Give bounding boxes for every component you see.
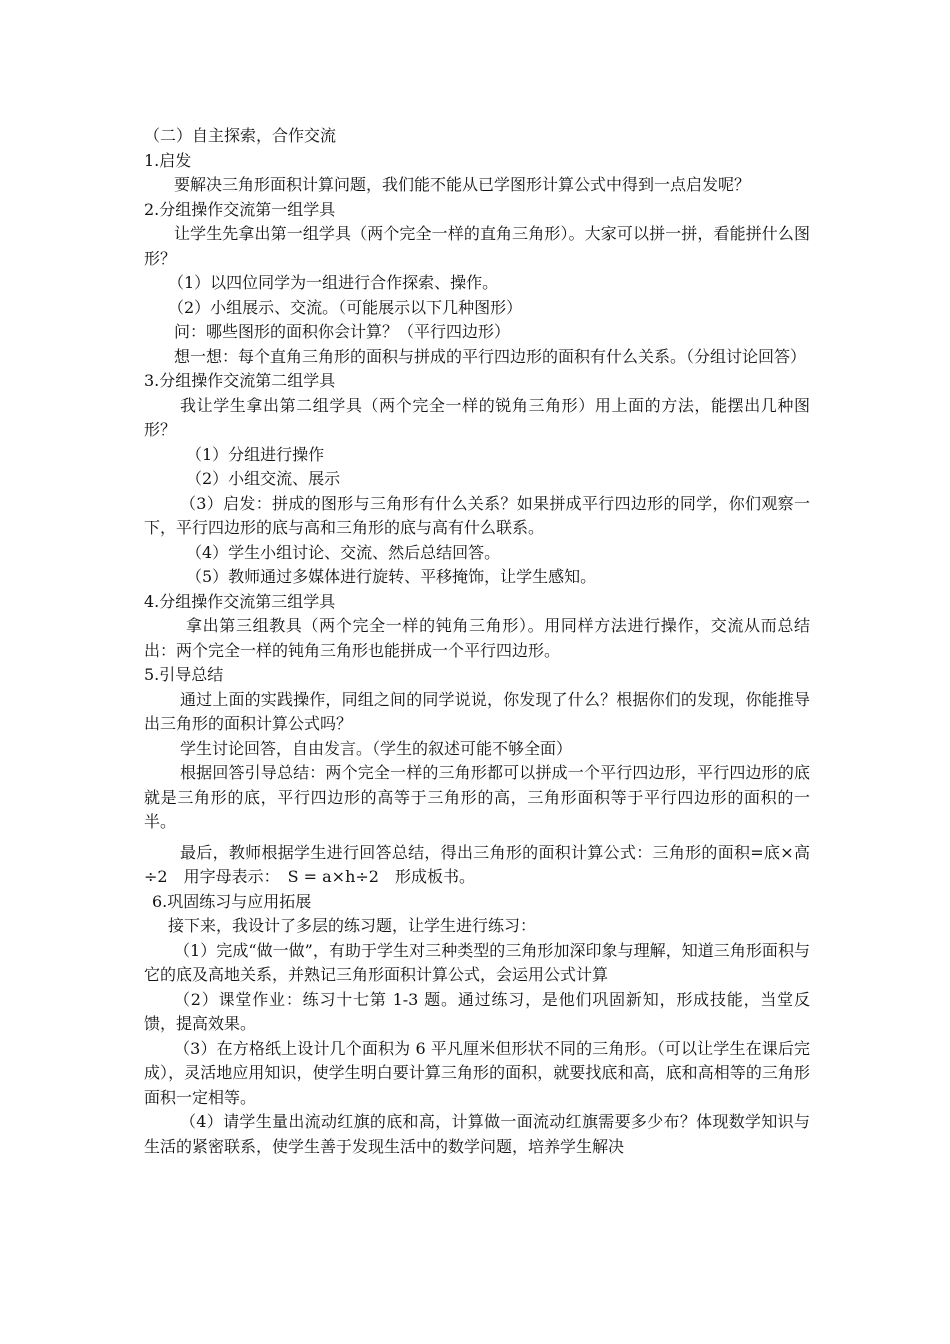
document-body xyxy=(144,124,810,1159)
list-item: （1）以四位同学为一组进行合作探索、操作。 xyxy=(168,273,499,292)
subheading-group-one: 2.分组操作交流第一组学具 xyxy=(144,199,336,219)
paragraph: 问：哪些图形的面积你会计算？（平行四边形） xyxy=(174,322,511,341)
list-item: （5）教师通过多媒体进行旋转、平移掩饰，让学生感知。 xyxy=(186,567,597,586)
subheading-inspire: 1.启发 xyxy=(144,150,192,170)
paragraph: 根据回答引导总结：两个完全一样的三角形都可以拼成一个平行四边形，平行四边形的底就是三角形的底，平行四边形的高等于三角形的高，三角形面积等于平行四边形的面积的一半。 xyxy=(144,763,810,831)
list-item: （2）小组展示、交流。（可能展示以下几种图形） xyxy=(168,297,523,317)
list-item: （4）请学生量出流动红旗的底和高，计算做一面流动红旗需要多少布？体现数学知识与生活的紧密联系，使学生善于发现生活中的数学问题，培养学生解决 xyxy=(144,1112,810,1156)
paragraph: 拿出第三组教具（两个完全一样的钝角三角形）。用同样方法进行操作，交流从而总结出：两个完全一样的钝角三角形也能拼成一个平行四边形。 xyxy=(144,616,810,660)
list-item: （4）学生小组讨论、交流、然后总结回答。 xyxy=(186,542,501,562)
paragraph: 想一想：每个直角三角形的面积与拼成的平行四边形的面积有什么关系。（分组讨论回答） xyxy=(174,346,807,366)
list-item: （2）课堂作业：练习十七第 1-3 题。通过练习，是他们巩固新知，形成技能，当堂反馈，提高效果。 xyxy=(144,989,810,1033)
paragraph-formula: 最后，教师根据学生进行回答总结，得出三角形的面积计算公式：三角形的面积=底×高÷2 用字母表示： S = a×h÷2 形成板书。 xyxy=(144,842,810,886)
list-item: （3）启发：拼成的图形与三角形有什么关系？如果拼成平行四边形的同学，你们观察一下，平行四边形的底与高和三角形的底与高有什么联系。 xyxy=(144,493,810,537)
list-item: （2）小组交流、展示 xyxy=(186,469,341,488)
list-item: （1）分组进行操作 xyxy=(186,444,325,464)
subheading-summary: 5.引导总结 xyxy=(144,665,224,684)
paragraph: 通过上面的实践操作，同组之间的同学说说，你发现了什么？根据你们的发现，你能推导出三角形的面积计算公式吗？ xyxy=(144,689,810,733)
section-heading: （二）自主探索，合作交流 xyxy=(144,126,337,145)
paragraph: 接下来，我设计了多层的练习题，让学生进行练习： xyxy=(168,916,537,935)
paragraph: 我让学生拿出第二组学具（两个完全一样的锐角三角形）用上面的方法，能摆出几种图形？ xyxy=(144,395,810,439)
list-item: （3）在方格纸上设计几个面积为 6 平凡厘米但形状不同的三角形。（可以让学生在课后完成），灵活地应用知识，使学生明白要计算三角形的面积，就要找底和高，底和高相等的三角形面积一定相等。 xyxy=(144,1038,810,1107)
paragraph: 学生讨论回答，自由发言。（学生的叙述可能不够全面） xyxy=(180,738,573,758)
paragraph: 要解决三角形面积计算问题，我们能不能从已学图形计算公式中得到一点启发呢？ xyxy=(174,175,751,194)
subheading-group-two: 3.分组操作交流第二组学具 xyxy=(144,371,336,390)
list-item: （1）完成“做一做”，有助于学生对三种类型的三角形加深印象与理解，知道三角形面积与它的底及高地关系，并熟记三角形面积计算公式，会运用公式计算 xyxy=(144,940,810,984)
subheading-practice: 6.巩固练习与应用拓展 xyxy=(152,891,312,911)
paragraph: 让学生先拿出第一组学具（两个完全一样的直角三角形）。大家可以拼一拼，看能拼什么图形？ xyxy=(144,224,810,268)
subheading-group-three: 4.分组操作交流第三组学具 xyxy=(144,591,336,611)
